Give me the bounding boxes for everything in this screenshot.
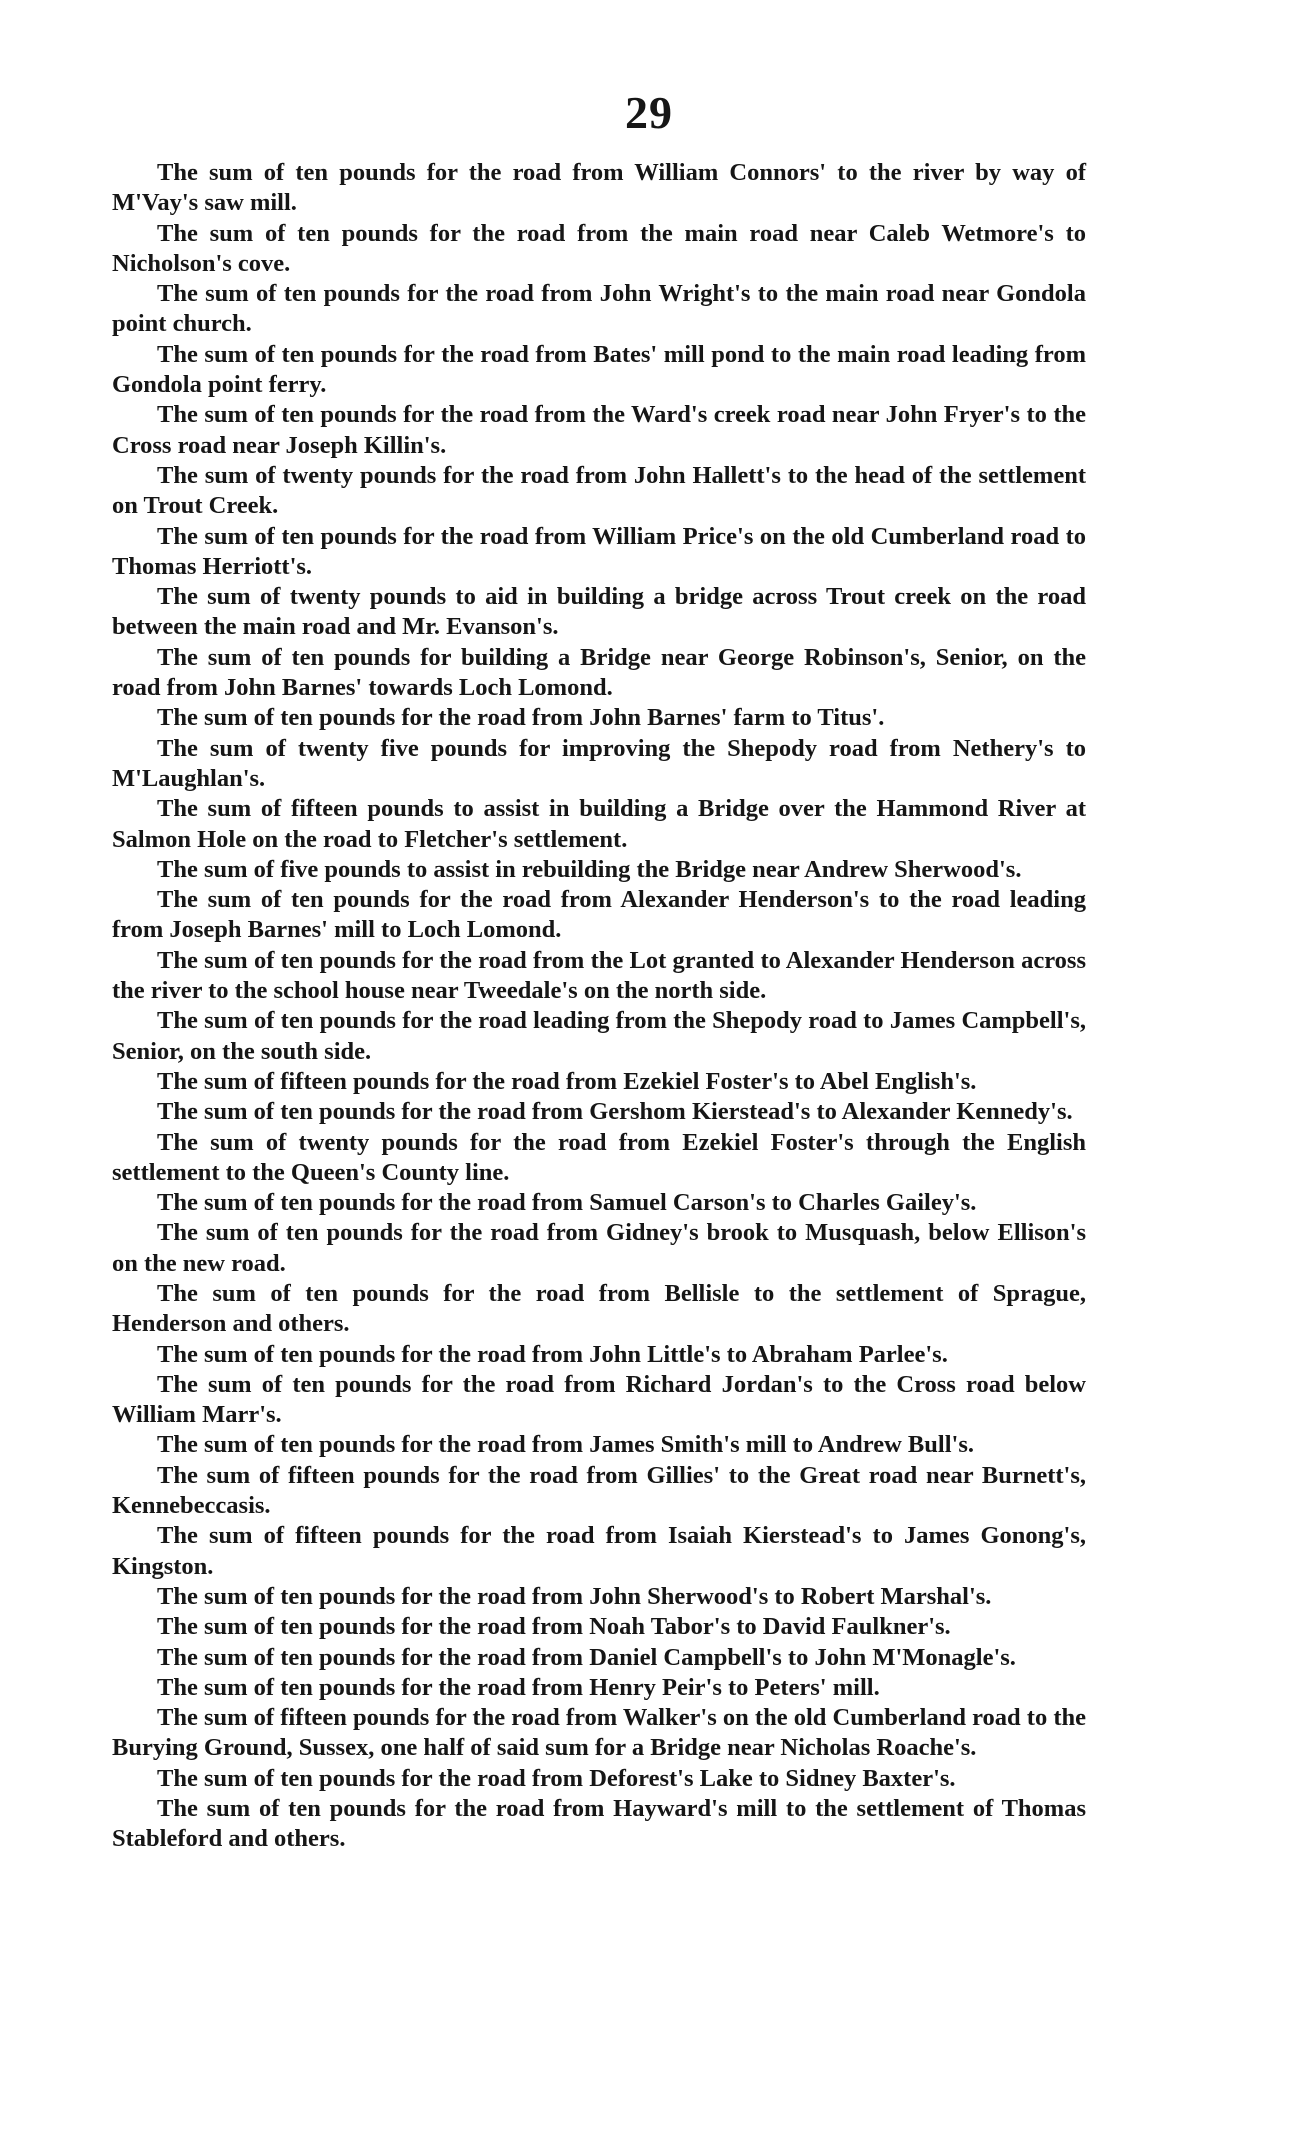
list-item: The sum of ten pounds for the road from Deforest's Lake to Sidney Baxter's. (157, 1764, 956, 1792)
list-item: The sum of fifteen pounds for the road from Walker's on the old Cumberland road to the Burying Ground, Sussex, one half of said sum for a Bridge near Nicholas Roache's. (112, 1704, 1086, 1762)
list-item: The sum of ten pounds for the road from Richard Jordan's to the Cross road below William Marr's. (112, 1370, 1086, 1429)
list-item: The sum of ten pounds for the road from Bellisle to the settlement of Sprague, Henderson and others. (112, 1279, 1086, 1338)
list-item: The sum of five pounds to assist in rebuilding the Bridge near Andrew Sherwood's. (157, 855, 1022, 883)
list-item: The sum of ten pounds for the road from Daniel Campbell's to John M'Monagle's. (157, 1643, 1016, 1671)
list-item: The sum of ten pounds for the road from the main road near Caleb Wetmore's to Nicholson's cove. (112, 219, 1086, 277)
appropriation-list (112, 158, 1086, 1855)
list-item: The sum of ten pounds for the road from John Barnes' farm to Titus'. (157, 704, 885, 732)
list-item: The sum of fifteen pounds to assist in building a Bridge over the Hammond River at Salmon Hole on the road to Fletcher's settlement. (112, 795, 1086, 853)
page-number: 29 (625, 87, 673, 138)
list-item: The sum of ten pounds for the road from William Price's on the old Cumberland road to Thomas Herriott's. (112, 522, 1086, 580)
list-item: The sum of fifteen pounds for the road from Gillies' to the Great road near Burnett's, Kennebeccasis. (112, 1461, 1086, 1520)
list-item: The sum of twenty pounds for the road from Ezekiel Foster's through the English settlement to the Queen's County line. (112, 1128, 1086, 1186)
list-item: The sum of ten pounds for the road from Noah Tabor's to David Faulkner's. (157, 1613, 951, 1641)
list-item: The sum of ten pounds for the road from William Connors' to the river by way of M'Vay's saw mill. (112, 159, 1086, 217)
list-item: The sum of ten pounds for the road from John Wright's to the main road near Gondola point church. (112, 280, 1086, 338)
list-item: The sum of fifteen pounds for the road from Isaiah Kierstead's to James Gonong's, Kingston. (112, 1522, 1086, 1580)
list-item: The sum of ten pounds for the road from John Little's to Abraham Parlee's. (157, 1340, 948, 1368)
list-item: The sum of ten pounds for the road from Samuel Carson's to Charles Gailey's. (157, 1189, 977, 1217)
list-item: The sum of ten pounds for the road from Hayward's mill to the settlement of Thomas Stableford and others. (112, 1795, 1086, 1853)
list-item: The sum of ten pounds for the road from Henry Peir's to Peters' mill. (157, 1673, 880, 1701)
list-item: The sum of ten pounds for the road from Gershom Kierstead's to Alexander Kennedy's. (157, 1098, 1073, 1126)
list-item: The sum of twenty five pounds for improving the Shepody road from Nethery's to M'Laughlan's. (112, 734, 1086, 792)
list-item: The sum of ten pounds for building a Bridge near George Robinson's, Senior, on the road from John Barnes' towards Loch Lomond. (112, 643, 1086, 702)
list-item: The sum of ten pounds for the road from James Smith's mill to Andrew Bull's. (157, 1431, 974, 1459)
list-item: The sum of ten pounds for the road from the Lot granted to Alexander Henderson across the river to the school house near Tweedale's on the north side. (112, 946, 1086, 1005)
list-item: The sum of ten pounds for the road from Bates' mill pond to the main road leading from Gondola point ferry. (112, 340, 1086, 399)
list-item: The sum of ten pounds for the road from John Sherwood's to Robert Marshal's. (157, 1582, 992, 1610)
list-item: The sum of ten pounds for the road from the Ward's creek road near John Fryer's to the Cross road near Joseph Killin's. (112, 401, 1086, 459)
list-item: The sum of twenty pounds for the road from John Hallett's to the head of the settlement on Trout Creek. (112, 461, 1086, 520)
list-item: The sum of fifteen pounds for the road from Ezekiel Foster's to Abel English's. (157, 1067, 977, 1095)
list-item: The sum of ten pounds for the road leading from the Shepody road to James Campbell's, Senior, on the south side. (112, 1007, 1086, 1065)
list-item: The sum of ten pounds for the road from Gidney's brook to Musquash, below Ellison's on the new road. (112, 1219, 1086, 1277)
list-item: The sum of ten pounds for the road from Alexander Henderson's to the road leading from Joseph Barnes' mill to Loch Lomond. (112, 886, 1086, 944)
list-item: The sum of twenty pounds to aid in building a bridge across Trout creek on the road between the main road and Mr. Evanson's. (112, 583, 1086, 641)
